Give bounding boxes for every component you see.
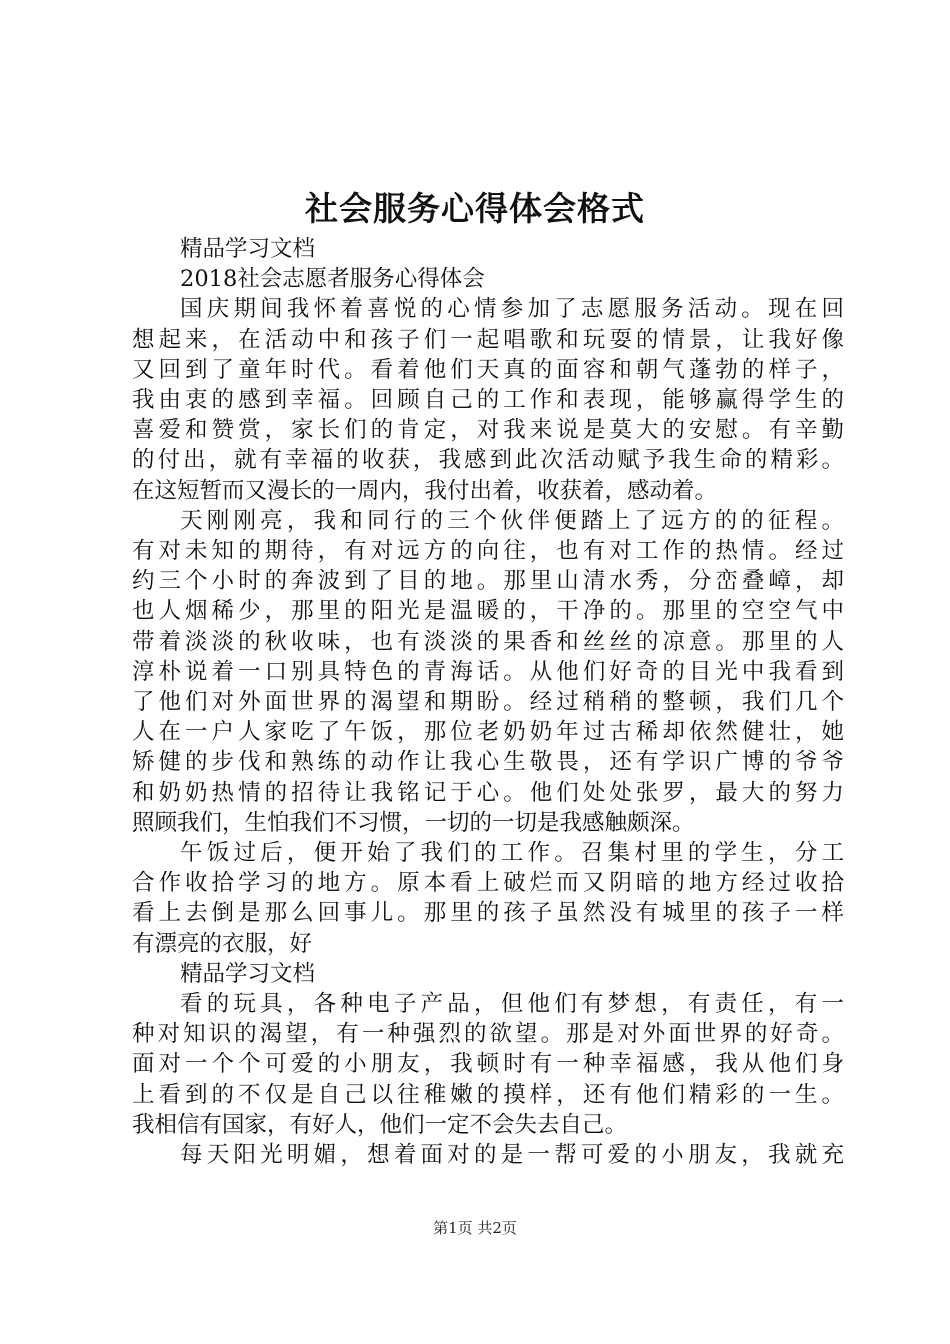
text-line: 约三个小时的奔波到了目的地。那里山清水秀，分峦叠嶂，却 bbox=[132, 568, 844, 595]
text-line: 我由衷的感到幸福。回顾自己的工作和表现，能够赢得学生的 bbox=[132, 387, 844, 414]
text-line: 有对未知的期待，有对远方的向往，也有对工作的热情。经过 bbox=[132, 538, 844, 565]
text-line: 午饭过后，便开始了我们的工作。召集村里的学生，分工 bbox=[180, 840, 844, 867]
text-line: 天刚刚亮，我和同行的三个伙伴便踏上了远方的的征程。 bbox=[180, 507, 844, 534]
text-line: 的付出，就有幸福的收获，我感到此次活动赋予我生命的精彩。 bbox=[132, 447, 844, 474]
text-line: 合作收拾学习的地方。原本看上破烂而又阴暗的地方经过收拾 bbox=[132, 870, 844, 897]
document-body bbox=[132, 234, 844, 1170]
text-line: 看上去倒是那么回事儿。那里的孩子虽然没有城里的孩子一样 bbox=[132, 900, 844, 927]
text-line: 精品学习文档 bbox=[180, 236, 316, 262]
text-line: 有漂亮的衣服，好 bbox=[132, 930, 313, 957]
text-line: 看的玩具，各种电子产品，但他们有梦想，有责任，有一 bbox=[180, 991, 844, 1018]
text-line: 2018社会志愿者服务心得体会 bbox=[180, 266, 485, 293]
text-line: 国庆期间我怀着喜悦的心情参加了志愿服务活动。现在回 bbox=[180, 296, 844, 323]
text-line: 上看到的不仅是自己以往稚嫩的摸样，还有他们精彩的一生。 bbox=[132, 1081, 844, 1108]
text-line: 淳朴说着一口别具特色的青海话。从他们好奇的目光中我看到 bbox=[132, 658, 844, 685]
text-line: 和奶奶热情的招待让我铭记于心。他们处处张罗，最大的努力 bbox=[132, 779, 844, 806]
text-line: 人在一户人家吃了午饭，那位老奶奶年过古稀却依然健壮，她 bbox=[132, 719, 844, 746]
text-line: 又回到了童年时代。看着他们天真的面容和朝气蓬勃的样子， bbox=[132, 356, 844, 383]
text-line: 精品学习文档 bbox=[180, 960, 316, 987]
document-title: 社会服务心得体会格式 bbox=[305, 189, 645, 228]
text-line: 喜爱和赞赏，家长们的肯定，对我来说是莫大的安慰。有辛勤 bbox=[132, 417, 844, 444]
text-line: 带着淡淡的秋收味，也有淡淡的果香和丝丝的凉意。那里的人 bbox=[132, 628, 844, 655]
page-footer: 第1页 共2页 bbox=[433, 1219, 517, 1237]
text-line: 了他们对外面世界的渴望和期盼。经过稍稍的整顿，我们几个 bbox=[132, 689, 844, 716]
text-line: 每天阳光明媚，想着面对的是一帮可爱的小朋友，我就充 bbox=[180, 1142, 844, 1169]
text-line: 也人烟稀少，那里的阳光是温暖的，干净的。那里的空空气中 bbox=[132, 598, 844, 625]
text-line: 照顾我们，生怕我们不习惯，一切的一切是我感触颇深。 bbox=[132, 809, 695, 836]
text-line: 种对知识的渴望，有一种强烈的欲望。那是对外面世界的好奇。 bbox=[132, 1021, 844, 1048]
text-line: 在这短暂而又漫长的一周内，我付出着，收获着，感动着。 bbox=[132, 477, 718, 504]
text-line: 面对一个个可爱的小朋友，我顿时有一种幸福感，我从他们身 bbox=[132, 1051, 844, 1078]
text-line: 我相信有国家，有好人，他们一定不会失去自己。 bbox=[132, 1111, 628, 1138]
text-line: 想起来，在活动中和孩子们一起唱歌和玩耍的情景，让我好像 bbox=[132, 326, 844, 353]
text-line: 矫健的步伐和熟练的动作让我心生敬畏，还有学识广博的爷爷 bbox=[132, 749, 844, 776]
